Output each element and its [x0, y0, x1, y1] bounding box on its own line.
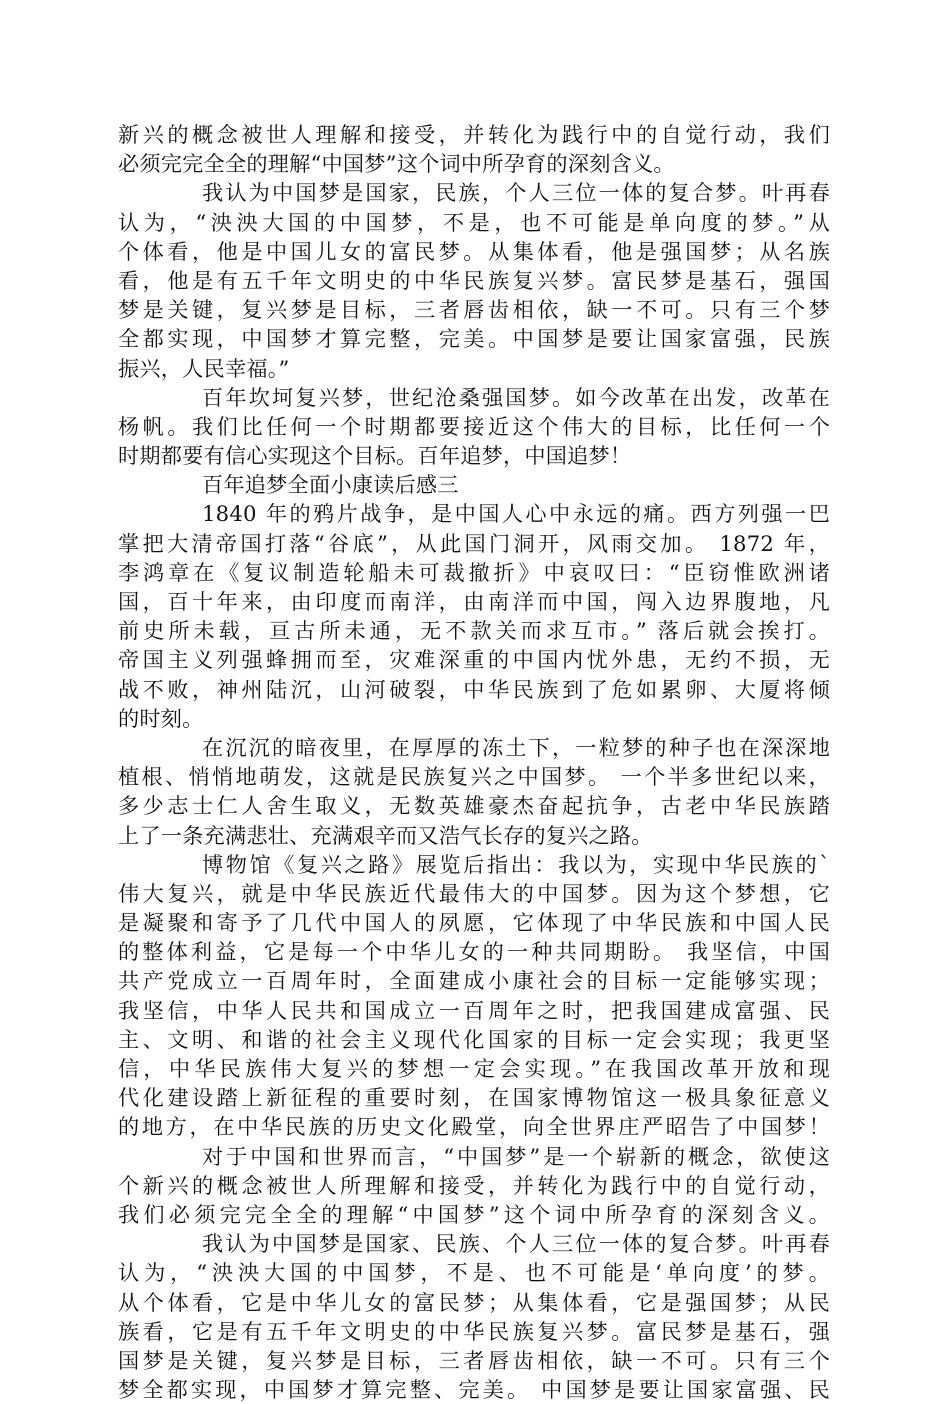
- text-line: 时期都要有信心实现这个目标。百年追梦，中国追梦！: [118, 443, 632, 469]
- paragraph-first-line: 我认为中国梦是国家，民族，个人三位一体的复合梦。叶再春: [202, 180, 830, 206]
- text-line: 的整体利益，它是每一个中华儿女的一种共同期盼。 我坚信，中国: [118, 939, 830, 965]
- text-line: 杨帆。我们比任何一个时期都要接近这个伟大的目标，比任何一个: [118, 413, 830, 439]
- text-line: 个体看，他是中国儿女的富民梦。从集体看，他是强国梦；从名族: [118, 238, 830, 264]
- text-line: 我坚信，中华人民共和国成立一百周年之时，把我国建成富强、民: [118, 997, 830, 1023]
- text-line: 掌把大清帝国打落“谷底”，从此国门洞开，风雨交加。 1872 年，: [118, 530, 830, 556]
- paragraph-first-line: 1840 年的鸦片战争，是中国人心中永远的痛。西方列强一巴: [202, 501, 830, 527]
- text-line: 全都实现，中国梦才算完整，完美。中国梦是要让国家富强，民族: [118, 326, 830, 352]
- text-line: 信，中华民族伟大复兴的梦想一定会实现。”在我国改革开放和现: [118, 1056, 830, 1081]
- paragraph-first-line: 我认为中国梦是国家、民族、个人三位一体的复合梦。叶再春: [202, 1231, 830, 1257]
- text-line: 代化建设踏上新征程的重要时刻，在国家博物馆这一极具象征意义: [118, 1085, 830, 1111]
- text-line: 从个体看，它是中华儿女的富民梦；从集体看，它是强国梦；从民: [118, 1289, 830, 1315]
- text-line: 国，百十年来，由印度而南洋，由南洋而中国，闯入边界腹地，凡: [118, 589, 830, 614]
- text-line: 帝国主义列强蜂拥而至，灾难深重的中国内忧外患，无约不损，无: [118, 647, 830, 673]
- text-line: 认为，“泱泱大国的中国梦，不是、也不可能是‘单向度’的梦。: [118, 1260, 830, 1286]
- text-line: 必须完完全全的理解“中国梦”这个词中所孕育的深刻含义。: [118, 151, 675, 177]
- text-line: 振兴，人民幸福。”: [118, 355, 290, 381]
- paragraph-first-line: 在沉沉的暗夜里，在厚厚的冻土下，一粒梦的种子也在深深地: [202, 734, 830, 760]
- text-line: 个新兴的概念被世人所理解和接受，并转化为践行中的自觉行动，: [118, 1172, 830, 1198]
- text-line: 共产党成立一百周年时，全面建成小康社会的目标一定能够实现；: [118, 968, 830, 994]
- paragraph-first-line: 博物馆《复兴之路》展览后指出：我以为，实现中华民族的`: [202, 851, 830, 877]
- paragraph-first-line: 百年坎坷复兴梦，世纪沧桑强国梦。如今改革在出发，改革在: [202, 384, 830, 410]
- text-line: 主、文明、和谐的社会主义现代化国家的目标一定会实现；我更坚: [118, 1026, 830, 1052]
- text-line: 多少志士仁人舍生取义，无数英雄豪杰奋起抗争，古老中华民族踏: [118, 793, 830, 819]
- text-line: 族看，它是有五千年文明史的中华民族复兴梦。富民梦是基石，强: [118, 1318, 830, 1344]
- text-line: 新兴的概念被世人理解和接受，并转化为践行中的自觉行动，我们: [118, 122, 830, 147]
- text-line: 前史所未载，亘古所未通，无不款关而求互市。” 落后就会挨打。: [118, 618, 830, 644]
- text-line: 植根、悄悄地萌发，这就是民族复兴之中国梦。 一个半多世纪以来，: [118, 764, 830, 790]
- text-line: 国梦是关键，复兴梦是目标，三者唇齿相依，缺一不可。只有三个: [118, 1347, 830, 1373]
- text-line: 梦是关键，复兴梦是目标，三者唇齿相依，缺一不可。只有三个梦: [118, 297, 830, 323]
- text-line: 的地方，在中华民族的历史文化殿堂，向全世界庄严昭告了中国梦！: [118, 1114, 830, 1140]
- document-body: [118, 120, 830, 1404]
- text-line: 战不败，神州陆沉，山河破裂，中华民族到了危如累卵、大厦将倾: [118, 676, 830, 702]
- section-title: 百年追梦全面小康读后感三: [202, 472, 459, 498]
- text-line: 李鸿章在《复议制造轮船未可裁撤折》中哀叹曰：“臣窃惟欧洲诸: [118, 559, 830, 585]
- text-line: 我们必须完完全全的理解“中国梦”这个词中所孕育的深刻含义。: [118, 1201, 830, 1227]
- text-line: 梦全都实现，中国梦才算完整、完美。 中国梦是要让国家富强、民: [118, 1377, 830, 1403]
- text-line: 伟大复兴，就是中华民族近代最伟大的中国梦。因为这个梦想，它: [118, 880, 830, 906]
- text-line: 的时刻。: [118, 705, 204, 731]
- text-line: 看，他是有五千年文明史的中华民族复兴梦。富民梦是基石，强国: [118, 267, 830, 293]
- paragraph-first-line: 对于中国和世界而言，“中国梦”是一个崭新的概念，欲使这: [202, 1143, 830, 1169]
- text-line: 认为，“泱泱大国的中国梦，不是，也不可能是单向度的梦。”从: [118, 209, 830, 235]
- text-line: 是凝聚和寄予了几代中国人的夙愿，它体现了中华民族和中国人民: [118, 910, 830, 936]
- text-line: 上了一条充满悲壮、充满艰辛而又浩气长存的复兴之路。: [118, 822, 653, 848]
